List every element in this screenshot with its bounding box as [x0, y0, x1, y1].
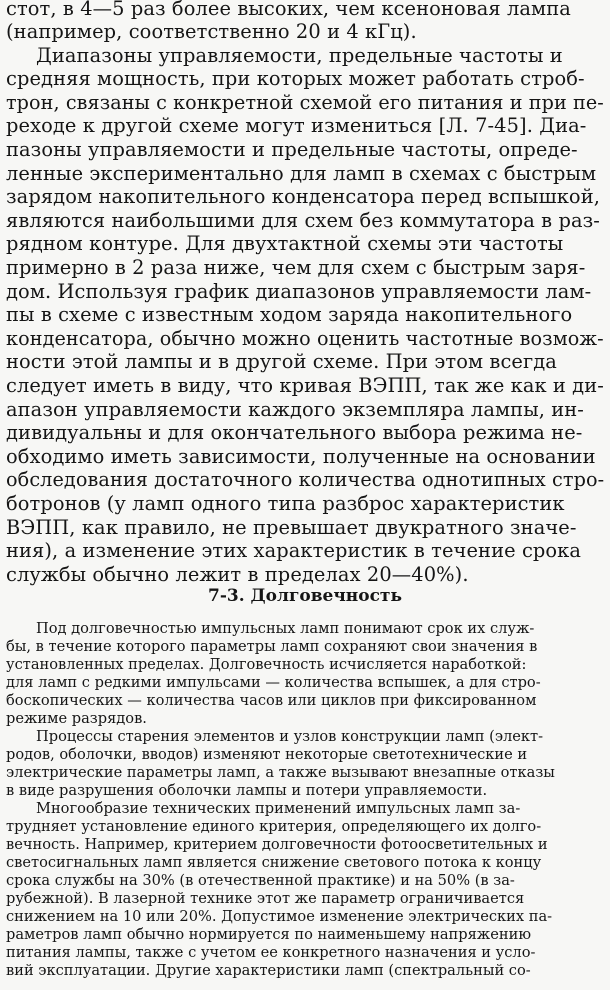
- text-line: реходе к другой схеме могут измениться [Л. 7-45]. Диа-: [6, 114, 587, 137]
- text-line: ности этой лампы и в другой схеме. При этом всегда: [6, 350, 557, 373]
- text-line: стот, в 4—5 раз более высоких, чем ксеноновая лампа: [6, 0, 571, 20]
- text-line: снижением на 10 или 20%. Допустимое изменение электрических па-: [6, 908, 553, 925]
- text-line: обходимо иметь зависимости, полученные на основании: [6, 445, 596, 468]
- text-line: питания лампы, также с учетом ее конкретного назначения и усло-: [6, 944, 536, 961]
- text-line: в виде разрушения оболочки лампы и потери управляемости.: [6, 782, 488, 799]
- text-line: светосигнальных ламп является снижение светового потока к концу: [6, 854, 542, 871]
- text-line: Под долговечностью импульсных ламп понимают срок их служ-: [36, 620, 535, 637]
- text-line: вий эксплуатации. Другие характеристики ламп (спектральный со-: [6, 962, 531, 979]
- text-line: установленных пределах. Долговечность исчисляется наработкой:: [6, 656, 527, 673]
- text-line: бы, в течение которого параметры ламп сохраняют свои значения в: [6, 638, 538, 655]
- text-line: Процессы старения элементов и узлов конструкции ламп (элект-: [36, 728, 544, 745]
- text-line: средняя мощность, при которых может работать строб-: [6, 67, 585, 90]
- text-line: службы обычно лежит в пределах 20—40%).: [6, 563, 469, 586]
- text-line: трон, связаны с конкретной схемой его питания и при пе-: [6, 91, 604, 114]
- text-line: боскопических — количества часов или циклов при фиксированном: [6, 692, 537, 709]
- text-line: трудняет установление единого критерия, определяющего их долго-: [6, 818, 542, 835]
- text-line: дивидуальны и для окончательного выбора режима не-: [6, 421, 583, 444]
- text-line: ВЭПП, как правило, не превышает двукратного значе-: [6, 516, 577, 539]
- text-line: пазоны управляемости и предельные частоты, опреде-: [6, 138, 578, 161]
- text-line: апазон управляемости каждого экземпляра лампы, ин-: [6, 398, 584, 421]
- text-line: Многообразие технических применений импульсных ламп за-: [36, 800, 521, 817]
- section-heading: 7-3. Долговечность: [207, 586, 403, 606]
- text-line: вечность. Например, критерием долговечности фотоосветительных и: [6, 836, 548, 853]
- text-line: обследования достаточного количества однотипных стро-: [6, 468, 605, 491]
- text-line: ния), а изменение этих характеристик в течение срока: [6, 539, 582, 562]
- text-line: являются наибольшими для схем без коммутатора в раз-: [6, 209, 600, 232]
- text-line: зарядом накопительного конденсатора перед вспышкой,: [6, 185, 600, 208]
- text-line: Диапазоны управляемости, предельные частоты и: [36, 44, 563, 67]
- text-line: пы в схеме с известным ходом заряда накопительного: [6, 303, 573, 326]
- text-line: дом. Используя график диапазонов управляемости лам-: [6, 280, 592, 303]
- text-line: электрические параметры ламп, а также вызывают внезапные отказы: [6, 764, 555, 781]
- text-line: для ламп с редкими импульсами — количества вспышек, а для стро-: [6, 674, 541, 691]
- text-line: рядном контуре. Для двухтактной схемы эти частоты: [6, 232, 564, 255]
- text-line: рубежной). В лазерной технике этот же параметр ограничивается: [6, 890, 525, 907]
- text-line: родов, оболочки, вводов) изменяют некоторые светотехнические и: [6, 746, 528, 763]
- text-line: следует иметь в виду, что кривая ВЭПП, так же как и ди-: [6, 374, 604, 397]
- text-line: раметров ламп обычно нормируется по наименьшему напряжению: [6, 926, 532, 943]
- text-line: примерно в 2 раза ниже, чем для схем с быстрым заря-: [6, 256, 586, 279]
- text-line: ленные экспериментально для ламп в схемах с быстрым: [6, 162, 597, 185]
- text-line: ботронов (у ламп одного типа разброс характеристик: [6, 492, 565, 515]
- text-line: срока службы на 30% (в отечественной практике) и на 50% (в за-: [6, 872, 515, 889]
- text-line: режиме разрядов.: [6, 710, 147, 727]
- text-line: конденсатора, обычно можно оценить частотные возмож-: [6, 327, 604, 350]
- text-line: (например, соответственно 20 и 4 кГц).: [6, 20, 417, 43]
